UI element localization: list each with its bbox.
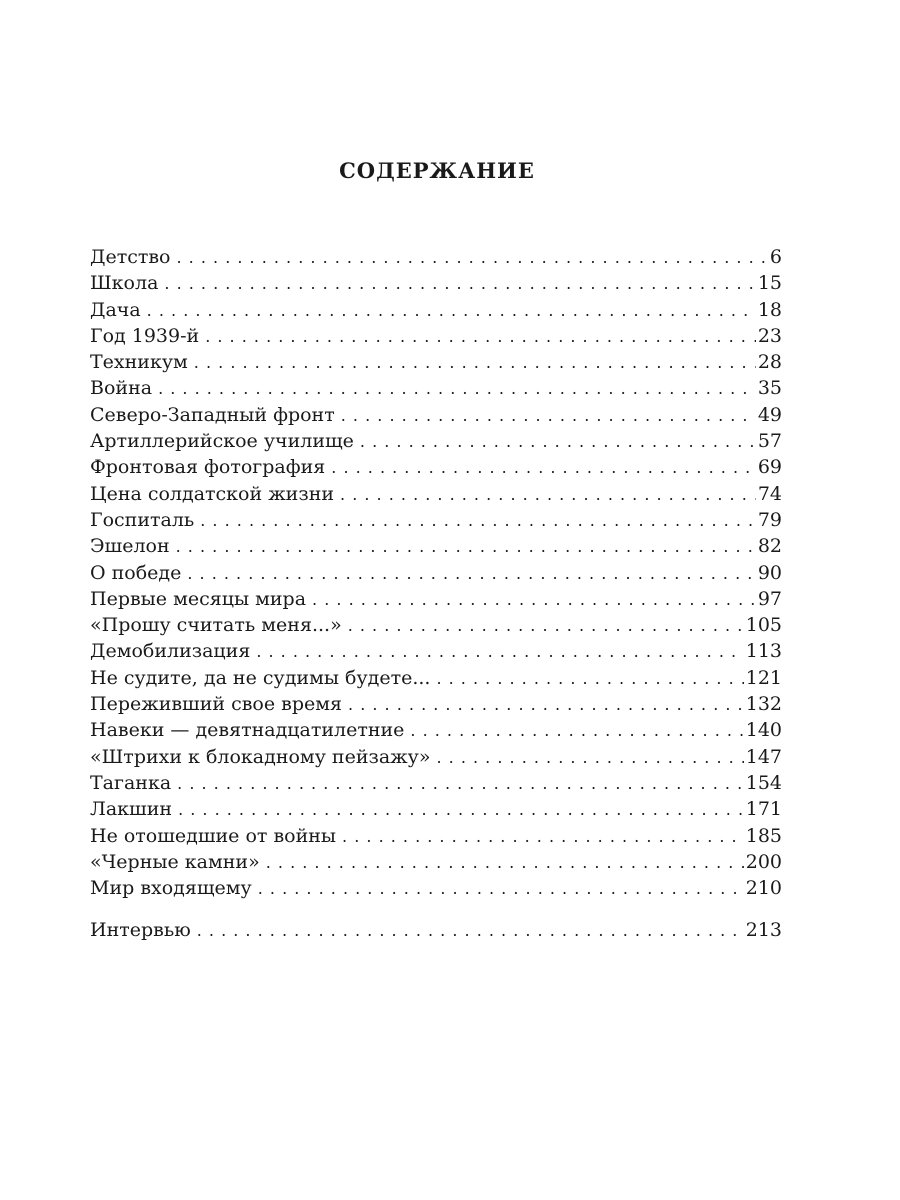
toc-entry-title: Таганка (90, 770, 177, 796)
toc-entry-23 (90, 849, 782, 875)
dot-leader (341, 403, 756, 428)
toc-entry-page: 185 (744, 823, 782, 849)
dot-leader (200, 508, 756, 533)
toc-entry-11 (90, 533, 782, 559)
toc-entry-title: Северо-Западный фронт (90, 402, 341, 428)
dot-leader (360, 429, 756, 454)
toc-entry-page: 121 (744, 665, 782, 691)
toc-entry-18 (90, 717, 782, 743)
dot-leader (177, 771, 744, 796)
table-of-contents (90, 244, 782, 944)
toc-entry-page: 23 (756, 323, 782, 349)
dot-leader (177, 245, 768, 270)
toc-entry-page: 113 (744, 638, 782, 664)
toc-entry-8 (90, 454, 782, 480)
toc-entry-title: Цена солдатской жизни (90, 481, 340, 507)
toc-entry-page: 49 (756, 402, 782, 428)
toc-entry-2 (90, 297, 782, 323)
toc-entry-page: 140 (744, 717, 782, 743)
toc-entry-title: «Прошу считать меня...» (90, 612, 348, 638)
toc-entry-page: 105 (744, 612, 782, 638)
toc-entry-title: Дача (90, 297, 147, 323)
toc-entry-title: Техникум (90, 349, 194, 375)
toc-entry-5 (90, 375, 782, 401)
toc-entry-13 (90, 586, 782, 612)
dot-leader (348, 613, 744, 638)
dot-leader (348, 692, 744, 717)
toc-entry-15 (90, 638, 782, 664)
dot-leader (266, 850, 744, 875)
dot-leader (436, 745, 743, 770)
toc-entry-6 (90, 402, 782, 428)
dot-leader (331, 455, 756, 480)
dot-leader (342, 824, 744, 849)
toc-entry-page: 210 (744, 875, 782, 901)
dot-leader (256, 639, 743, 664)
dot-leader (194, 350, 756, 375)
dot-leader (176, 534, 756, 559)
toc-entry-10 (90, 507, 782, 533)
toc-entry-title: Война (90, 375, 158, 401)
dot-leader (197, 918, 744, 943)
toc-entry-25 (90, 917, 782, 943)
toc-entry-title: Артиллерийское училище (90, 428, 360, 454)
toc-entry-title: Интервью (90, 917, 197, 943)
dot-leader (187, 561, 755, 586)
toc-entry-title: Не судите, да не судимы будете... (90, 665, 436, 691)
toc-entry-page: 147 (744, 744, 782, 770)
toc-entry-title: «Черные камни» (90, 849, 266, 875)
toc-entry-title: Первые месяцы мира (90, 586, 312, 612)
toc-entry-7 (90, 428, 782, 454)
toc-entry-22 (90, 823, 782, 849)
toc-entry-page: 82 (756, 533, 782, 559)
toc-entry-page: 213 (744, 917, 782, 943)
toc-entry-page: 97 (756, 586, 782, 612)
toc-entry-20 (90, 770, 782, 796)
dot-leader (312, 587, 756, 612)
toc-entry-14 (90, 612, 782, 638)
toc-entry-title: «Штрихи к блокадному пейзажу» (90, 744, 436, 770)
toc-entry-page: 132 (744, 691, 782, 717)
dot-leader (147, 298, 756, 323)
toc-entry-page: 28 (756, 349, 782, 375)
dot-leader (158, 376, 756, 401)
toc-entry-title: Демобилизация (90, 638, 256, 664)
toc-entry-21 (90, 796, 782, 822)
dot-leader (340, 482, 756, 507)
toc-entry-4 (90, 349, 782, 375)
toc-entry-page: 90 (756, 560, 782, 586)
toc-entry-page: 200 (744, 849, 782, 875)
toc-entry-title: Навеки — девятнадцатилетние (90, 717, 410, 743)
toc-entry-9 (90, 481, 782, 507)
toc-entry-page: 57 (756, 428, 782, 454)
dot-leader (410, 718, 743, 743)
toc-entry-page: 18 (756, 297, 782, 323)
toc-entry-16 (90, 665, 782, 691)
dot-leader (178, 797, 744, 822)
toc-entry-page: 171 (744, 796, 782, 822)
dot-leader (164, 271, 755, 296)
toc-entry-page: 74 (756, 481, 782, 507)
toc-entry-title: Мир входящему (90, 875, 258, 901)
toc-entry-title: Эшелон (90, 533, 176, 559)
dot-leader (205, 324, 756, 349)
toc-entry-page: 69 (756, 454, 782, 480)
toc-entry-19 (90, 744, 782, 770)
toc-entry-24 (90, 875, 782, 901)
toc-entry-title: Лакшин (90, 796, 178, 822)
toc-entry-12 (90, 560, 782, 586)
toc-entry-title: Переживший свое время (90, 691, 348, 717)
toc-entry-3 (90, 323, 782, 349)
toc-entry-title: Фронтовая фотография (90, 454, 331, 480)
toc-entry-page: 79 (756, 507, 782, 533)
toc-entry-0 (90, 244, 782, 270)
toc-entry-title: Год 1939-й (90, 323, 205, 349)
toc-entry-title: О победе (90, 560, 187, 586)
toc-entry-title: Школа (90, 270, 164, 296)
dot-leader (436, 666, 743, 691)
toc-entry-page: 35 (756, 375, 782, 401)
toc-entry-page: 15 (756, 270, 782, 296)
toc-entry-page: 6 (768, 244, 782, 270)
page-title: СОДЕРЖАНИЕ (339, 158, 535, 183)
toc-entry-title: Не отошедшие от войны (90, 823, 342, 849)
toc-entry-title: Детство (90, 244, 177, 270)
toc-entry-1 (90, 270, 782, 296)
dot-leader (258, 876, 744, 901)
toc-entry-17 (90, 691, 782, 717)
toc-entry-page: 154 (744, 770, 782, 796)
toc-entry-title: Госпиталь (90, 507, 200, 533)
